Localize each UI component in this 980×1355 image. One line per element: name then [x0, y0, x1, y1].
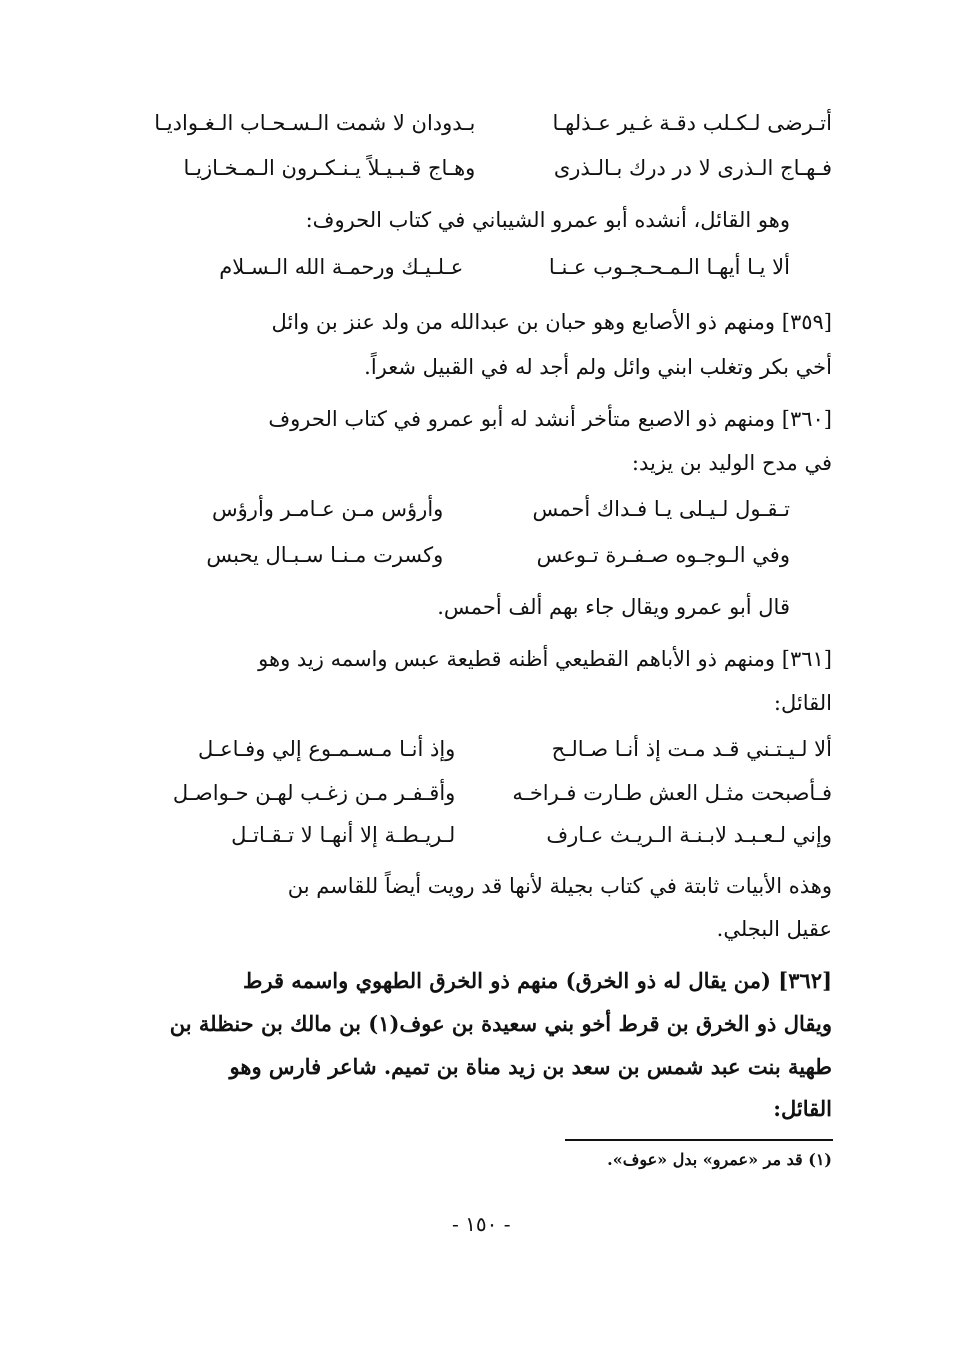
paragraph-line: وهذه الأبيات ثابتة في كتاب بجيلة لأنها قد رويت أيضاً للقاسم بن — [287, 874, 832, 898]
verse-hemistich-second: وإذ أنـا مـسـمـوع إلي وفـاعـل — [198, 737, 456, 761]
verse-hemistich-first: ألا لـيـتـني قـد مـت إذ أنـا صـالـح — [551, 737, 832, 761]
verse-hemistich-first: أتـرضى لـكـلب دقـة غـير عـذلهـا — [552, 111, 832, 135]
verse-hemistich-second: لـريـطـة إلا أنهـا لا تـقـاتـل — [231, 823, 456, 847]
verse-line — [142, 153, 832, 183]
verse-hemistich-second: وكسرت مـنـا سـبـال يحبس — [206, 543, 444, 567]
verse-hemistich-second: وأرؤس مـن عـامـر وأرؤس — [212, 497, 444, 521]
verse-line — [231, 820, 832, 850]
footnote-separator — [565, 1139, 833, 1141]
entry-362-line: طهية بنت عبد شمس بن سعد بن زيد مناة بن تميم. شاعر فارس وهو — [229, 1054, 832, 1079]
entry-360-line: في مدح الوليد بن يزيد: — [631, 451, 832, 475]
verse-line — [219, 252, 790, 282]
entry-362-line: [٣٦٢] (من يقال له ذو الخرق) منهم ذو الخرق الطهوي واسمه قرط — [242, 968, 832, 993]
verse-hemistich-first: فـأصبحت مثـل العش طـارت فـراخـه — [512, 781, 832, 805]
verse-line — [198, 734, 832, 764]
verse-hemistich-first: فـهـاج الـذرى لا در درك بـالـذرى — [553, 156, 832, 180]
page-number: - ١٥٠ - — [452, 1212, 511, 1236]
verse-line — [212, 494, 790, 524]
verse-hemistich-first: ألا يـا أيهـا الـمـحـجـوب عـنـا — [548, 255, 790, 279]
verse-hemistich-second: عـلـيـك ورحمـة الله الـسـلام — [219, 255, 464, 279]
entry-362-line: القائل: — [773, 1096, 832, 1121]
verse-line — [142, 108, 832, 138]
verse-hemistich-first: وإني لـعـبـد لابـنـة الـريـث عـارف — [546, 823, 832, 847]
verse-hemistich-second: وهـاج قـبـيـلاً يـنـكـرون الـمـخـازيـا — [183, 156, 476, 180]
entry-359-line: [٣٥٩] ومنهم ذو الأصابع وهو حبان بن عبدالله من ولد عنز بن وائل — [271, 310, 832, 334]
entry-362-line: ويقال ذو الخرق بن قرط أخو بني سعيدة بن عوف(١) بن مالك بن حنظلة بن — [169, 1011, 832, 1036]
entry-360-line: [٣٦٠] ومنهم ذو الاصبع متأخر أنشد له أبو عمرو في كتاب الحروف — [268, 407, 832, 431]
verse-line — [173, 778, 832, 808]
paragraph-line: قال أبو عمرو ويقال جاء بهم ألف أحمس. — [437, 595, 790, 619]
paragraph-line: عقيل البجلي. — [716, 917, 832, 941]
footnote: (١) قد مر «عمرو» بدل «عوف». — [607, 1150, 832, 1169]
entry-359-line: أخي بكر وتغلب ابني وائل ولم أجد له في القبيل شعراً. — [364, 355, 832, 379]
entry-361-line: [٣٦١] ومنهم ذو الأباهم القطيعي أظنه قطيعة عبس واسمه زيد وهو — [258, 647, 832, 671]
paragraph-line: وهو القائل، أنشده أبو عمرو الشيباني في كتاب الحروف: — [305, 208, 790, 232]
verse-hemistich-second: وأقـفـر مـن زغـب لهـن حـواصـل — [172, 781, 456, 805]
verse-hemistich-first: تـقـول لـيـلى يـا فـداك أحمس — [532, 497, 790, 521]
verse-hemistich-first: وفي الـوجـوه صـفـرة تـوعس — [536, 543, 790, 567]
verse-hemistich-second: بـدودان لا شمت الـسـحـاب الـغـواديـا — [154, 111, 476, 135]
verse-line — [206, 540, 790, 570]
entry-361-line: القائل: — [773, 691, 832, 715]
